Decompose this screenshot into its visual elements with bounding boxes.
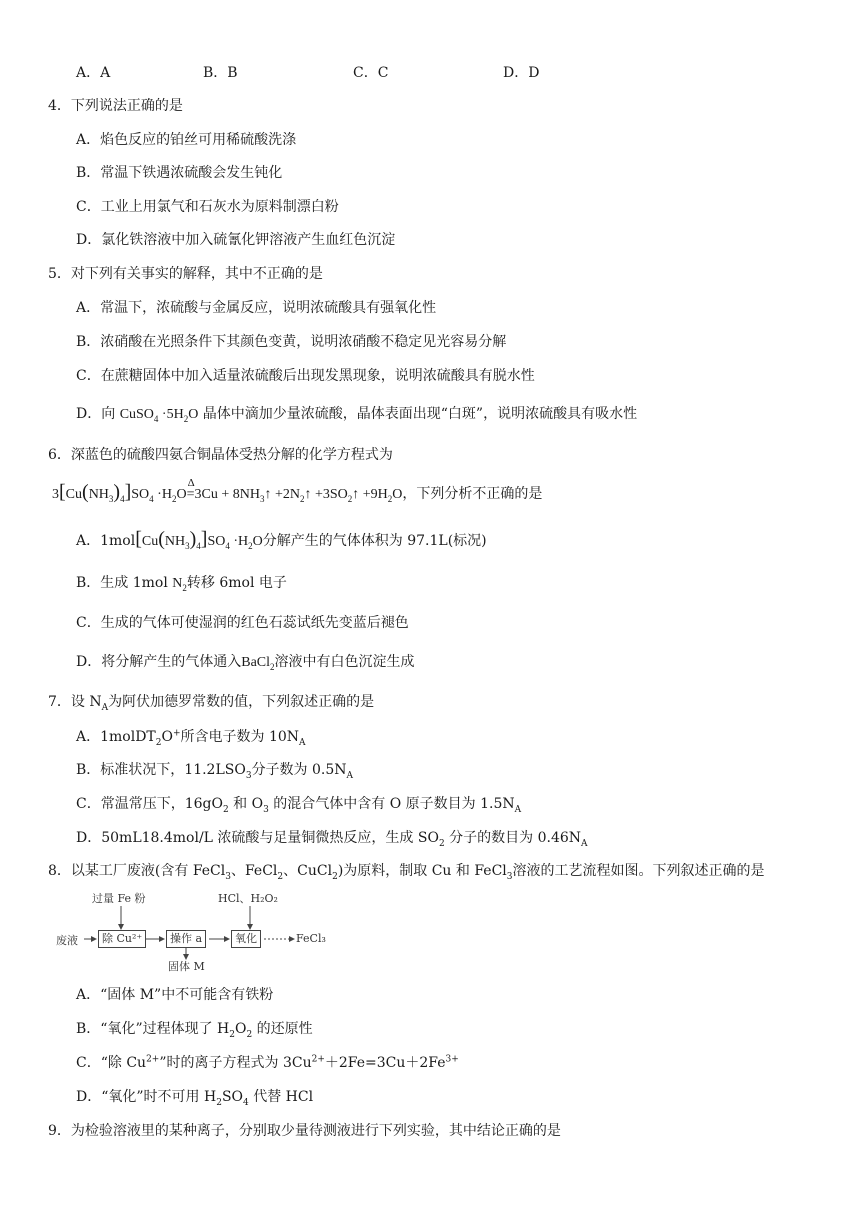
q6-option-d: D．将分解产生的气体通入BaCl$_2$溶液中有白色沉淀生成 xyxy=(76,654,415,672)
q7-stem: 7．设 $N_A$为阿伏加德罗常数的值，下列叙述正确的是 xyxy=(48,694,375,713)
q4-stem: 4．下列说法正确的是 xyxy=(48,98,183,114)
q7-option-a: A．1molDT$_2$O+所含电子数为 $10N_A$ xyxy=(76,728,306,748)
q7-option-b: B．标准状况下，$11.2LSO_3$分子数为 $0.5N_A$ xyxy=(76,762,354,781)
q8-option-a: A．“固体 M”中不可能含有铁粉 xyxy=(76,987,274,1003)
q8-option-b: B．“氧化”过程体现了 $H_2O_2$ 的还原性 xyxy=(76,1021,313,1040)
q3-option-a: A．A xyxy=(76,65,111,81)
q6-equation: $3[Cu(NH_3)_4]SO_4 \cdot H_2O$ Δ $=3Cu + 8NH_3↑$ $+2N_2↑$ $+3SO_2↑ +9H_2O$，下列分析不正确的是 xyxy=(52,477,543,504)
q6-option-a: A．$1mol[Cu(NH_3)_4]SO_4 \cdot H_2O$分解产生的气体体积为 97.1L(标况) xyxy=(76,528,487,551)
step-remove-cu-box: 除 Cu²⁺ xyxy=(98,930,146,948)
q5-stem: 5．对下列有关事实的解释，其中不正确的是 xyxy=(48,266,323,282)
q8-option-c: C．“除 $Cu^{2+}$”时的离子方程式为 $3Cu^{2+}+2Fe=3Cu+2Fe^{3+}$ xyxy=(76,1054,459,1071)
q4-option-d: D．氯化铁溶液中加入硫氰化钾溶液产生血红色沉淀 xyxy=(76,232,396,248)
q5-option-d: D．向 CuSO$_4$ $\cdot 5H_2O$ 晶体中滴加少量浓硫酸，晶体表面出现“白斑”，说明浓硫酸具有吸水性 xyxy=(76,406,638,424)
q6-option-c: C．生成的气体可使湿润的红色石蕊试纸先变蓝后褪色 xyxy=(76,615,409,631)
q4-option-c: C．工业上用氯气和石灰水为原料制漂白粉 xyxy=(76,199,339,215)
q7-option-c: C．常温常压下，$16gO_2$ 和 $O_3$ 的混合气体中含有 O 原子数目为 $1.5N_A$ xyxy=(76,796,522,815)
process-flow-diagram xyxy=(56,888,346,973)
q3-option-b: B．B xyxy=(203,65,238,81)
formula-cuso4-5h2o: CuSO$_4$ $\cdot 5H_2O$ xyxy=(119,407,199,424)
q6-option-b: B．生成 1mol $N_2$转移 6mol 电子 xyxy=(76,575,287,593)
q9-stem: 9．为检验溶液里的某种离子，分别取少量待测液进行下列实验，其中结论正确的是 xyxy=(48,1123,561,1139)
q4-option-b: B．常温下铁遇浓硫酸会发生钝化 xyxy=(76,165,283,181)
solid-m-label: 固体 M xyxy=(168,960,205,973)
q4-option-a: A．焰色反应的铂丝可用稀硫酸洗涤 xyxy=(76,132,297,148)
q7-option-d: D．50mL18.4mol/L 浓硫酸与足量铜微热反应，生成 $SO_2$ 分子的数目为 $0.46N_A$ xyxy=(76,830,588,849)
chemical-equation: $3[Cu(NH_3)_4]SO_4 \cdot H_2O$ Δ $=3Cu + 8NH_3↑$ $+2N_2↑$ $+3SO_2↑ +9H_2O$ xyxy=(52,477,403,504)
step-operation-a-box: 操作 a xyxy=(166,930,206,948)
q5-option-c: C．在蔗糖固体中加入适量浓硫酸后出现发黑现象，说明浓硫酸具有脱水性 xyxy=(76,368,535,384)
q5-option-b: B．浓硝酸在光照条件下其颜色变黄，说明浓硝酸不稳定见光容易分解 xyxy=(76,334,507,350)
feed-fe-label: 过量 Fe 粉 xyxy=(92,892,146,905)
q8-option-d: D．“氧化”时不可用 $H_2SO_4$ 代替 HCl xyxy=(76,1089,314,1108)
q8-stem: 8．以某工厂废液(含有 FeCl$_3$、FeCl$_2$、CuCl$_2$)为原料，制取 Cu 和 FeCl$_3$溶液的工艺流程如图。下列叙述正确的是 xyxy=(48,863,765,882)
formula-complex: $[Cu(NH_3)_4]SO_4 \cdot H_2O$ xyxy=(135,528,263,551)
end-label: FeCl₃ xyxy=(296,932,326,945)
q3-option-d: D．D xyxy=(503,65,540,81)
q3-option-c: C．C xyxy=(353,65,389,81)
feed-hcl-label: HCl、H₂O₂ xyxy=(218,892,278,905)
start-label: 废液 xyxy=(56,934,78,947)
q5-option-a: A．常温下，浓硫酸与金属反应，说明浓硫酸具有强氧化性 xyxy=(76,300,437,316)
q6-stem: 6．深蓝色的硫酸四氨合铜晶体受热分解的化学方程式为 xyxy=(48,447,393,463)
step-oxidation-box: 氧化 xyxy=(231,930,261,948)
